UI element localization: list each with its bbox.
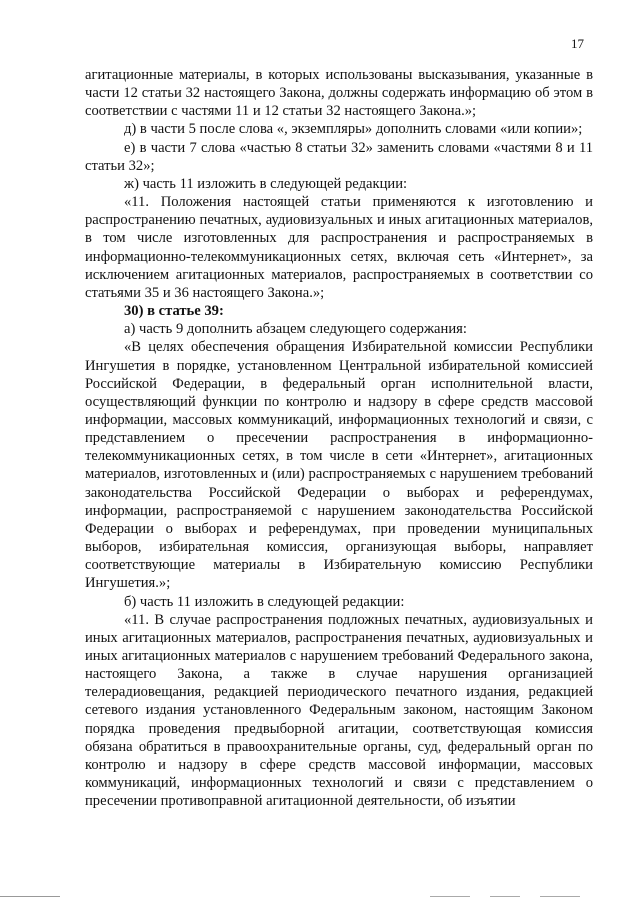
paragraph-part-9-text: «В целях обеспечения обращения Избирательной комиссии Республики Ингушетия в порядке, установленном Центральной избирательной комиссией Российской Федерации, в федеральный орган исполнительной власти, осуществляющий функции по контролю и надзору в сфере средств массовой информации, массовых коммуникаций, информационных технологий и связи, с представлением о пресечении распространения в информационно-телекоммуникационных сетях, в том числе в сети «Интернет», агитационных материалов, изготовленных и (или) распространяемых с нарушением требований законодательства Российской Федерации о выборах и референдумах, информации, распространяемой с нарушением законодательства Российской Федерации о выборах и референдумах, при проведении муниципальных выборов, избирательная комиссия, организующая выборы, направляет соответствующие материалы в Избирательную комиссию Республики Ингушетия.»; [85, 339, 593, 592]
footer-rule [0, 896, 640, 897]
paragraph-d: д) в части 5 после слова «, экземпляры» дополнить словами «или копии»; [124, 121, 583, 138]
paragraph-a: а) часть 9 дополнить абзацем следующего содержания: [124, 321, 467, 338]
paragraph-zh: ж) часть 11 изложить в следующей редакции: [124, 175, 408, 192]
paragraph-part-11-new-text: «11. В случае распространения подложных печатных, аудиовизуальных и иных агитационных материалов, распространения печатных, аудиовизуальных и иных агитационных материалов с нарушением требований Федерального закона, настоящего Закона, а также в случае нарушения организацией телерадиовещания, редакцией периодического печатного издания, редакцией сетевого издания установленного Федеральным законом, настоящим Законом порядка проведения предвыборной агитации, соответствующая комиссия обязана обратиться в правоохранительные органы, суд, федеральный орган по контролю и надзору в сфере средств массовой информации, массовых коммуникаций, информационных технологий и связи с представлением о пресечении противоправной агитационной деятельности, об изъятии [85, 611, 593, 810]
section-heading-text: 30) в статье 39: [124, 303, 224, 320]
paragraph-part-11-text: «11. Положения настоящей статьи применяются к изготовлению и распространению печатных, аудиовизуальных и иных агитационных материалов, в том числе изготовленных для распространения и распространяемых в информационно-телекоммуникационных сетях, включая сеть «Интернет», за исключением агитационных материалов, распространяемых в соответствии со статьями 35 и 36 настоящего Закона.»; [85, 194, 593, 301]
document-body [85, 66, 593, 810]
paragraph-1: агитационные материалы, в которых использованы высказывания, указанные в части 12 статьи 32 настоящего Закона, должны содержать информацию об этом в соответствии с частями 11 и 12 статьи 32 настоящего Закона.»; [85, 67, 593, 120]
page-number: 17 [571, 36, 584, 51]
paragraph-b: б) часть 11 изложить в следующей редакции: [124, 593, 405, 610]
section-heading-article-39 [85, 302, 593, 320]
paragraph-e: е) в части 7 слова «частью 8 статьи 32» заменить словами «частями 8 и 11 статьи 32»; [85, 139, 593, 174]
